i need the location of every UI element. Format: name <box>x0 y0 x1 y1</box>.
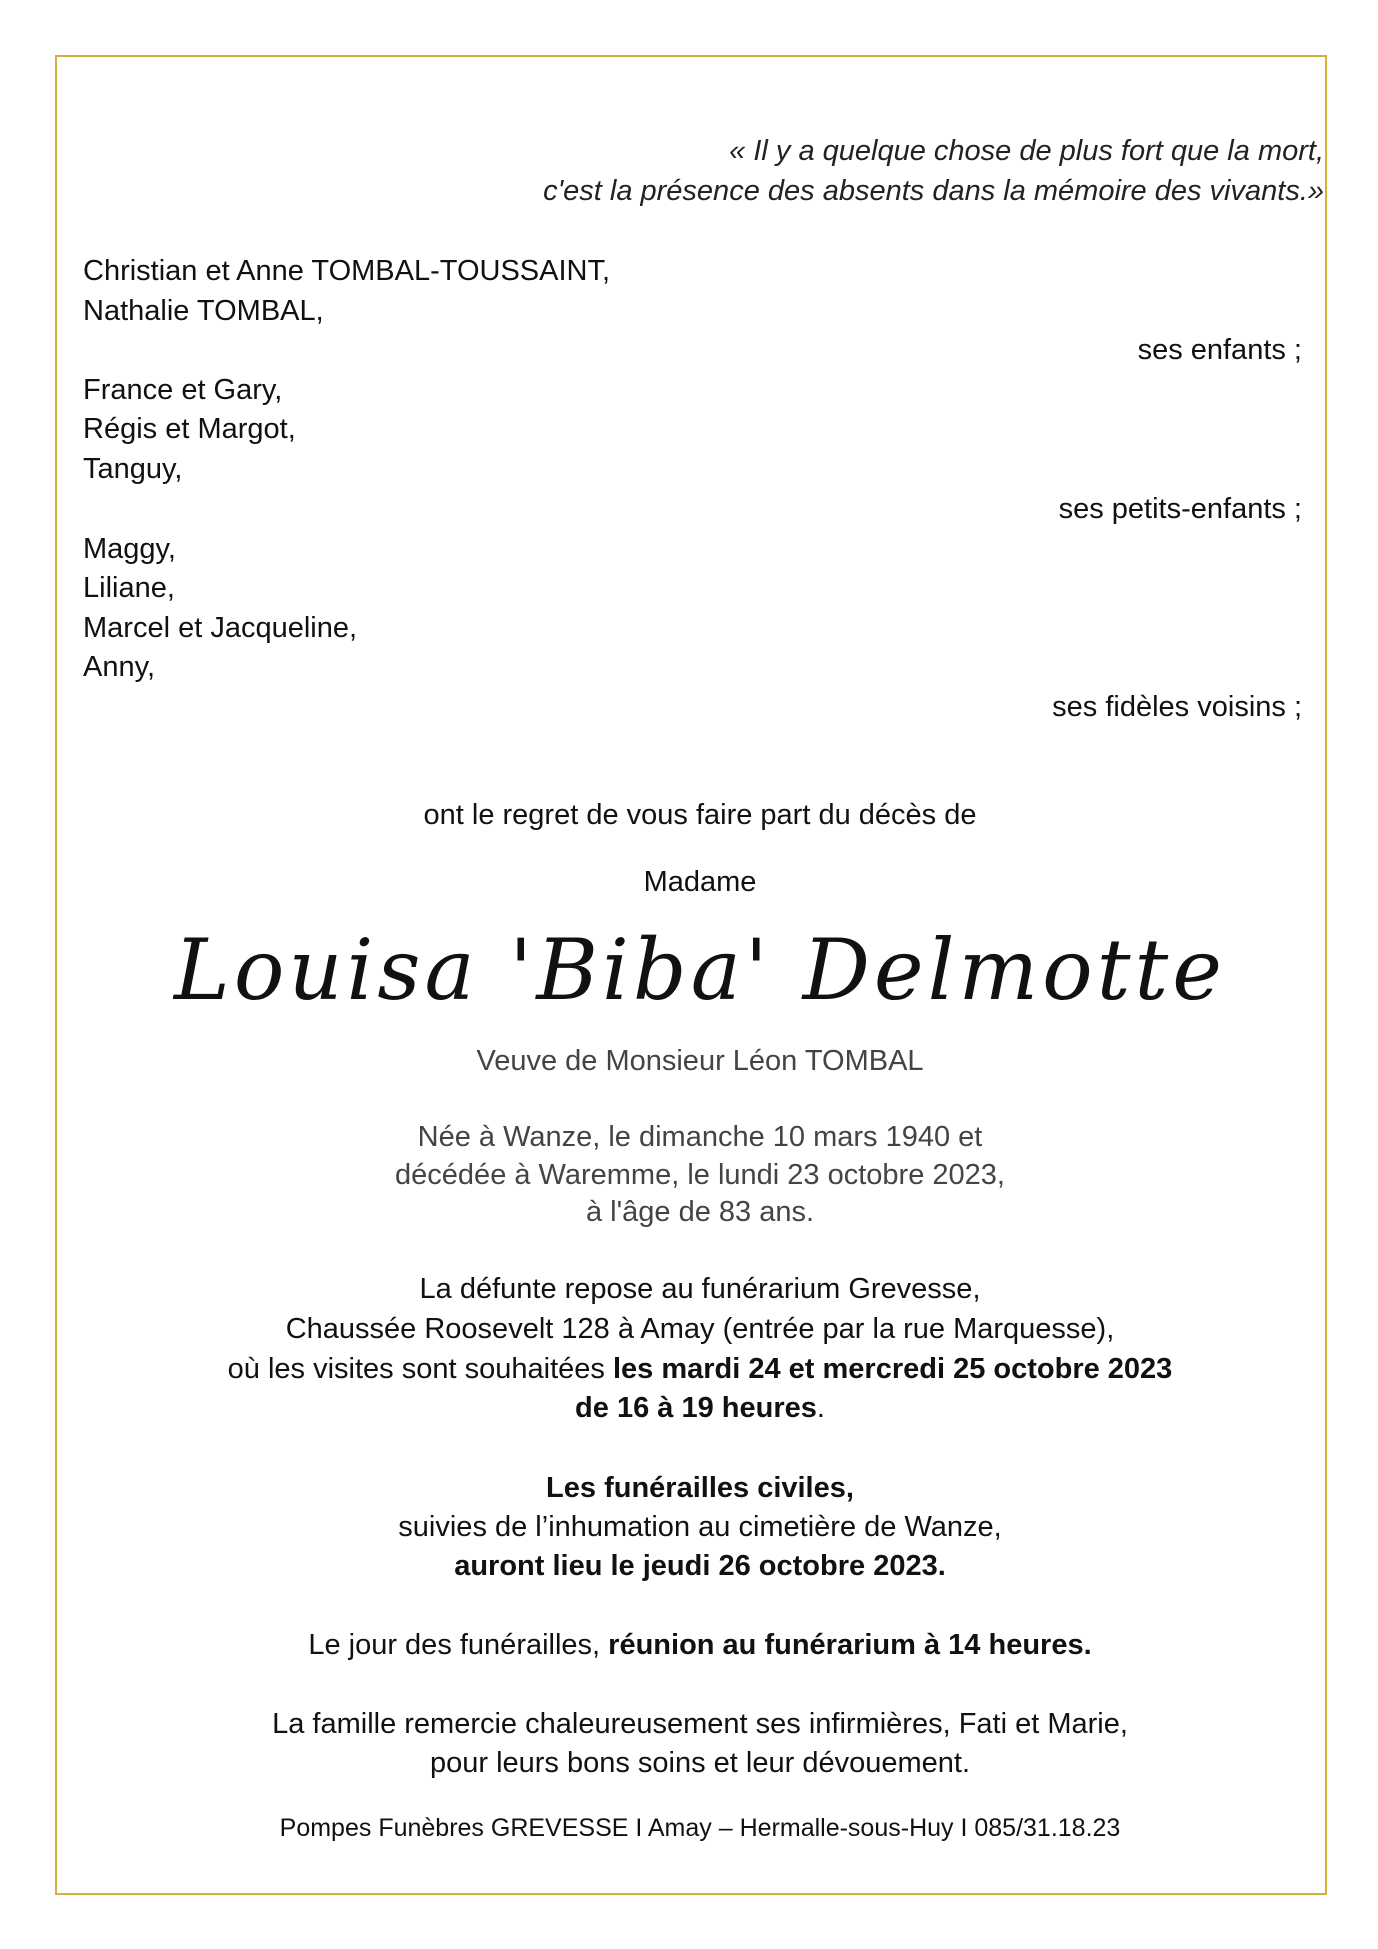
visits-line-4-plain: . <box>816 1392 825 1424</box>
dates-line-2: décédée à Waremme, le lundi 23 octobre 2023, <box>395 1159 1005 1191</box>
thanks-line-1: La famille remercie chaleureusement ses infirmières, Fati et Marie, <box>272 1708 1128 1740</box>
widow-of: Veuve de Monsieur Léon TOMBAL <box>476 1045 924 1077</box>
neighbours-label: ses fidèles voisins ; <box>1052 691 1302 723</box>
visits-dates: les mardi 24 et mercredi 25 octobre 2023 <box>612 1353 1173 1385</box>
funeral-line-3 <box>0 1546 1378 1586</box>
visits-line-4 <box>0 1388 1378 1428</box>
visits-hours: de 16 à 19 heures <box>575 1392 817 1424</box>
funeral-line-1 <box>0 1468 1378 1508</box>
footer-contact: Pompes Funèbres GREVESSE I Amay – Hermalle-sous-Huy I 085/31.18.23 <box>279 1814 1121 1842</box>
funeral-line-2: suivies de l’inhumation au cimetière de Wanze, <box>398 1511 1002 1543</box>
deceased-name: Louisa 'Biba' Delmotte <box>174 921 1226 1019</box>
family-children-2: Nathalie TOMBAL, <box>83 295 324 327</box>
visits-line-2: Chaussée Roosevelt 128 à Amay (entrée par la rue Marquesse), <box>285 1313 1115 1345</box>
family-neighbours-1: Maggy, <box>83 533 176 565</box>
family-children-1: Christian et Anne TOMBAL-TOUSSAINT, <box>83 255 611 287</box>
thanks-line-2: pour leurs bons soins et leur dévouement. <box>429 1747 971 1779</box>
announcement: ont le regret de vous faire part du décès de <box>423 799 977 831</box>
funeral-date: auront lieu le jeudi 26 octobre 2023. <box>454 1550 946 1582</box>
family-neighbours-4: Anny, <box>83 651 156 683</box>
family-neighbours-3: Marcel et Jacqueline, <box>83 612 358 644</box>
visits-line-3-plain: où les visites sont souhaitées <box>227 1353 613 1385</box>
title-madame: Madame <box>643 866 757 898</box>
visits-line-3 <box>0 1349 1378 1389</box>
meeting-bold: réunion au funérarium à 14 heures. <box>608 1629 1092 1661</box>
visits-line-1: La défunte repose au funérarium Grevesse, <box>419 1273 981 1305</box>
grandchildren-label: ses petits-enfants ; <box>1058 493 1302 525</box>
family-grandchildren-3: Tanguy, <box>83 453 183 485</box>
funeral-title: Les funérailles civiles, <box>546 1472 854 1504</box>
meeting-line <box>0 1625 1378 1665</box>
dates-line-3: à l'âge de 83 ans. <box>585 1196 815 1228</box>
meeting-plain: Le jour des funérailles, <box>308 1629 609 1661</box>
family-neighbours-2: Liliane, <box>83 572 175 604</box>
children-label: ses enfants ; <box>1137 334 1302 366</box>
quote-line-2: c'est la présence des absents dans la mémoire des vivants.» <box>543 175 1324 207</box>
family-grandchildren-2: Régis et Margot, <box>83 413 296 445</box>
dates-line-1: Née à Wanze, le dimanche 10 mars 1940 et <box>417 1121 983 1153</box>
quote-line-1: « Il y a quelque chose de plus fort que la mort, <box>729 135 1324 167</box>
family-grandchildren-1: France et Gary, <box>83 374 283 406</box>
